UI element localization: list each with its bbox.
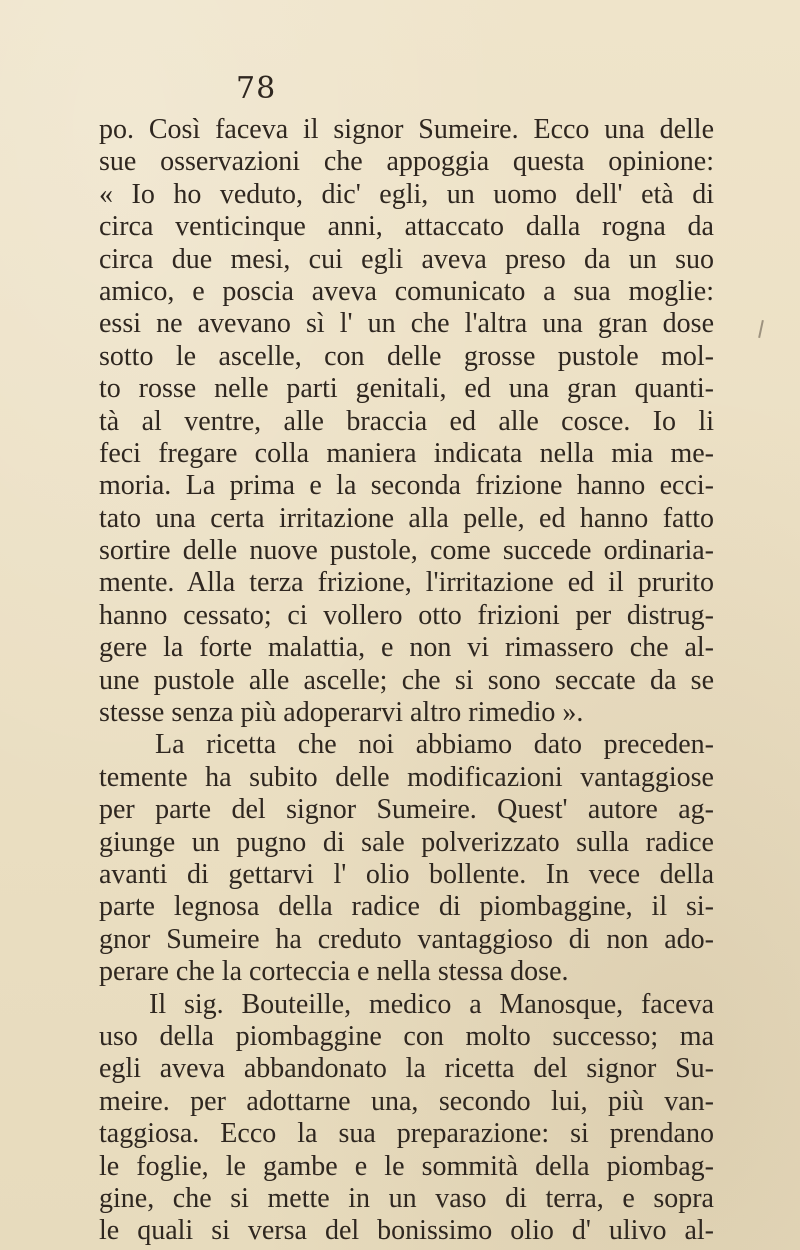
text-line: temente ha subito delle modificazioni vantaggiose [99,761,714,793]
text-line: to rosse nelle parti genitali, ed una gran quanti- [99,373,714,405]
text-line: essi ne avevano sì l' un che l'altra una gran dose [99,308,714,340]
text-line: « Io ho veduto, dic' egli, un uomo dell' età di [99,178,714,210]
text-line: perare che la corteccia e nella stessa dose. [99,956,569,988]
text-line: le quali si versa del bonissimo olio d' ulivo al- [99,1215,714,1247]
text-line: une pustole alle ascelle; che si sono seccate da se [99,664,714,696]
text-line: tato una certa irritazione alla pelle, ed hanno fatto [99,502,714,534]
text-line: amico, e poscia aveva comunicato a sua moglie: [99,275,714,307]
text-line: gine, che si mette in un vaso di terra, e sopra [99,1182,714,1214]
text-line: sotto le ascelle, con delle grosse pustole mol- [99,340,714,372]
text-line: per parte del signor Sumeire. Quest' autore ag- [99,794,714,826]
text-line: sue osservazioni che appoggia questa opinione: [99,146,714,178]
page-number: 78 [236,71,277,106]
text-line: tà al ventre, alle braccia ed alle cosce. Io li [99,405,714,437]
text-line: uso della piombaggine con molto successo; ma [99,1020,714,1052]
text-line: sortire delle nuove pustole, come succede ordinaria- [99,535,714,567]
text-line: gere la forte malattia, e non vi rimassero che al- [99,632,714,664]
paragraph-start-line: Il sig. Bouteille, medico a Manosque, faceva [149,988,714,1020]
paragraph-start-line: La ricetta che noi abbiamo dato preceden- [155,729,714,761]
text-line: egli aveva abbandonato la ricetta del signor Su- [99,1053,714,1085]
body-text [99,114,714,1248]
text-line: giunge un pugno di sale polverizzato sulla radice [99,826,714,858]
text-line: gnor Sumeire ha creduto vantaggioso di non ado- [99,923,714,955]
text-line: moria. La prima e la seconda frizione hanno ecci- [99,470,714,502]
text-line: po. Così faceva il signor Sumeire. Ecco una delle [99,114,714,145]
text-line: le foglie, le gambe e le sommità della piombag- [99,1150,714,1182]
text-line: hanno cessato; ci vollero otto frizioni per distrug- [99,599,714,631]
text-line: taggiosa. Ecco la sua preparazione: si prendano [99,1118,714,1150]
text-line: mente. Alla terza frizione, l'irritazione ed il prurito [99,567,714,599]
text-line: stesse senza più adoperarvi altro rimedio ». [99,697,584,729]
text-line: meire. per adottarne una, secondo lui, più van- [99,1085,714,1117]
text-line: feci fregare colla maniera indicata nella mia me- [99,437,714,469]
margin-mark [758,320,764,338]
text-line: circa due mesi, cui egli aveva preso da un suo [99,243,714,275]
text-line: parte legnosa della radice di piombaggine, il si- [99,891,714,923]
text-line: avanti di gettarvi l' olio bollente. In vece della [99,858,714,890]
text-line: circa venticinque anni, attaccato dalla rogna da [99,211,714,243]
